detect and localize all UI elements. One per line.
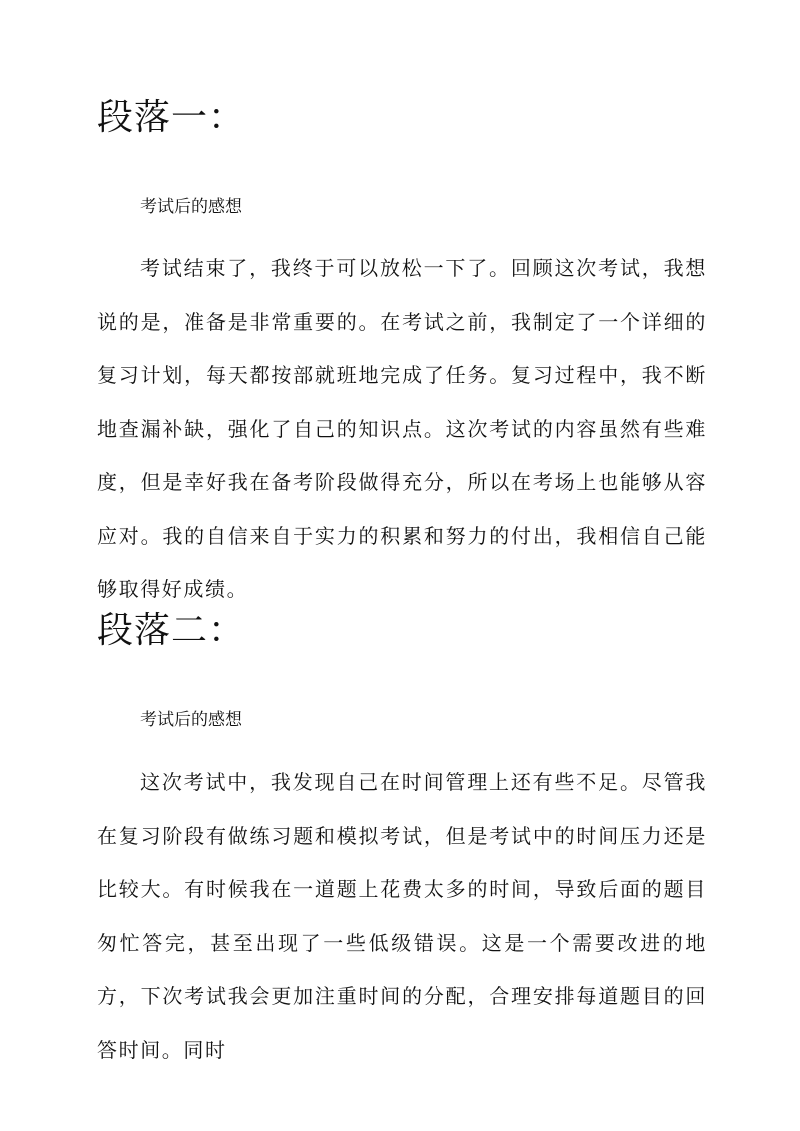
section-subtitle: 考试后的感想 (140, 710, 242, 730)
section-heading: 段落一： (97, 97, 246, 138)
section-body-paragraph: 考试结束了，我终于可以放松一下了。回顾这次考试，我想说的是，准备是非常重要的。在考试之前，我制定了一个详细的复习计划，每天都按部就班地完成了任务。复习过程中，我不断地查漏补缺，强化了自己的知识点。这次考试的内容虽然有些难度，但是幸好我在备考阶段做得充分，所以在考场上也能够从容应对。我的自信来自于实力的积累和努力的付出，我相信自己能够取得好成绩。 (97, 256, 707, 601)
section-body-paragraph: 这次考试中，我发现自己在时间管理上还有些不足。尽管我在复习阶段有做练习题和模拟考试，但是考试中的时间压力还是比较大。有时候我在一道题上花费太多的时间，导致后面的题目匆忙答完，甚至出现了一些低级错误。这是一个需要改进的地方，下次考试我会更加注重时间的分配，合理安排每道题目的回答时间。同时 (97, 770, 707, 1062)
section-heading: 段落二： (97, 610, 246, 651)
section-subtitle: 考试后的感想 (140, 197, 242, 217)
